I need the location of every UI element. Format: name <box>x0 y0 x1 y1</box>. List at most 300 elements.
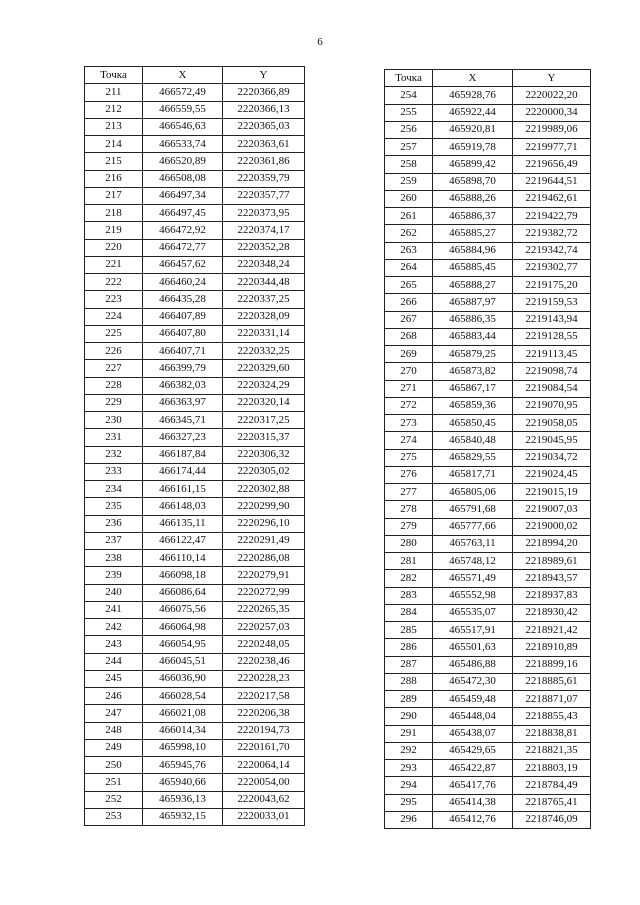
cell-point: 224 <box>85 308 143 325</box>
cell-x: 466014,34 <box>143 722 223 739</box>
cell-y: 2220228,23 <box>223 670 305 687</box>
cell-y: 2220363,61 <box>223 136 305 153</box>
cell-point: 280 <box>385 535 433 552</box>
cell-y: 2220238,46 <box>223 653 305 670</box>
cell-x: 466407,80 <box>143 325 223 342</box>
table-row <box>85 739 305 756</box>
cell-y: 2219382,72 <box>513 225 591 242</box>
table-row <box>85 274 305 291</box>
table-row <box>385 363 591 380</box>
cell-point: 277 <box>385 484 433 501</box>
cell-x: 466472,92 <box>143 222 223 239</box>
cell-point: 258 <box>385 156 433 173</box>
table-row <box>385 604 591 621</box>
cell-y: 2219175,20 <box>513 277 591 294</box>
cell-point: 228 <box>85 377 143 394</box>
cell-x: 465885,27 <box>433 225 513 242</box>
cell-x: 466457,62 <box>143 256 223 273</box>
cell-y: 2220306,32 <box>223 446 305 463</box>
cell-x: 465867,17 <box>433 380 513 397</box>
cell-x: 465886,35 <box>433 311 513 328</box>
cell-y: 2220373,95 <box>223 205 305 222</box>
cell-x: 466559,55 <box>143 101 223 118</box>
table-row <box>85 412 305 429</box>
cell-y: 2219098,74 <box>513 363 591 380</box>
cell-x: 466472,77 <box>143 239 223 256</box>
cell-x: 466161,15 <box>143 481 223 498</box>
cell-point: 248 <box>85 722 143 739</box>
cell-x: 466460,24 <box>143 274 223 291</box>
cell-y: 2219000,02 <box>513 518 591 535</box>
cell-y: 2218765,41 <box>513 794 591 811</box>
cell-x: 465932,15 <box>143 808 223 825</box>
table-row <box>85 601 305 618</box>
cell-point: 266 <box>385 294 433 311</box>
cell-point: 295 <box>385 794 433 811</box>
cell-point: 211 <box>85 84 143 101</box>
table-row <box>85 757 305 774</box>
table-row <box>385 259 591 276</box>
table-row <box>85 791 305 808</box>
table-row <box>85 256 305 273</box>
table-row <box>85 239 305 256</box>
cell-y: 2219034,72 <box>513 449 591 466</box>
table-row <box>385 501 591 518</box>
table-row <box>85 515 305 532</box>
cell-point: 243 <box>85 636 143 653</box>
cell-point: 296 <box>385 811 433 828</box>
cell-y: 2220366,89 <box>223 84 305 101</box>
table-row <box>85 498 305 515</box>
cell-point: 212 <box>85 101 143 118</box>
table-row <box>85 532 305 549</box>
cell-y: 2218803,19 <box>513 760 591 777</box>
cell-x: 465879,25 <box>433 346 513 363</box>
cell-point: 234 <box>85 481 143 498</box>
cell-point: 261 <box>385 208 433 225</box>
table-row <box>385 691 591 708</box>
cell-point: 278 <box>385 501 433 518</box>
table-row <box>85 481 305 498</box>
cell-y: 2219159,53 <box>513 294 591 311</box>
cell-x: 466382,03 <box>143 377 223 394</box>
cell-x: 465791,68 <box>433 501 513 518</box>
cell-y: 2218821,35 <box>513 742 591 759</box>
cell-point: 257 <box>385 139 433 156</box>
cell-x: 466508,08 <box>143 170 223 187</box>
cell-point: 263 <box>385 242 433 259</box>
cell-point: 256 <box>385 121 433 138</box>
cell-point: 229 <box>85 394 143 411</box>
cell-x: 465552,98 <box>433 587 513 604</box>
table-row <box>385 328 591 345</box>
cell-y: 2219143,94 <box>513 311 591 328</box>
cell-point: 216 <box>85 170 143 187</box>
cell-point: 285 <box>385 622 433 639</box>
cell-y: 2220315,37 <box>223 429 305 446</box>
cell-x: 466572,49 <box>143 84 223 101</box>
table-row <box>385 656 591 673</box>
cell-x: 465486,88 <box>433 656 513 673</box>
cell-point: 284 <box>385 604 433 621</box>
cell-y: 2219302,77 <box>513 259 591 276</box>
cell-x: 465777,66 <box>433 518 513 535</box>
table-row <box>85 118 305 135</box>
cell-x: 465945,76 <box>143 757 223 774</box>
table-row <box>385 553 591 570</box>
cell-y: 2220161,70 <box>223 739 305 756</box>
cell-x: 465886,37 <box>433 208 513 225</box>
cell-x: 465884,96 <box>433 242 513 259</box>
cell-x: 465885,45 <box>433 259 513 276</box>
table-row <box>85 84 305 101</box>
cell-point: 221 <box>85 256 143 273</box>
cell-y: 2220352,28 <box>223 239 305 256</box>
cell-y: 2219342,74 <box>513 242 591 259</box>
cell-point: 235 <box>85 498 143 515</box>
cell-x: 466435,28 <box>143 291 223 308</box>
cell-x: 465899,42 <box>433 156 513 173</box>
cell-y: 2220366,13 <box>223 101 305 118</box>
cell-x: 465840,48 <box>433 432 513 449</box>
table-row <box>385 225 591 242</box>
cell-x: 465472,30 <box>433 673 513 690</box>
cell-point: 262 <box>385 225 433 242</box>
table-row <box>85 619 305 636</box>
header-x: X <box>143 67 223 84</box>
header-point: Точка <box>385 70 433 87</box>
table-row <box>385 208 591 225</box>
table-row <box>85 636 305 653</box>
cell-x: 466546,63 <box>143 118 223 135</box>
cell-y: 2219422,79 <box>513 208 591 225</box>
table-row <box>85 722 305 739</box>
table-row <box>385 725 591 742</box>
cell-y: 2220296,10 <box>223 515 305 532</box>
table-row <box>85 670 305 687</box>
cell-y: 2218871,07 <box>513 691 591 708</box>
cell-point: 286 <box>385 639 433 656</box>
table-row <box>85 187 305 204</box>
cell-point: 220 <box>85 239 143 256</box>
cell-x: 465898,70 <box>433 173 513 190</box>
table-row <box>385 484 591 501</box>
cell-x: 466086,64 <box>143 584 223 601</box>
page-number: 6 <box>317 36 323 48</box>
cell-point: 230 <box>85 412 143 429</box>
table-row <box>385 639 591 656</box>
cell-x: 466098,18 <box>143 567 223 584</box>
cell-y: 2220272,99 <box>223 584 305 601</box>
cell-x: 465920,81 <box>433 121 513 138</box>
table-row <box>385 622 591 639</box>
table-row <box>85 567 305 584</box>
table-row <box>385 346 591 363</box>
header-point: Точка <box>85 67 143 84</box>
cell-point: 214 <box>85 136 143 153</box>
cell-point: 232 <box>85 446 143 463</box>
cell-point: 233 <box>85 463 143 480</box>
table-row <box>385 311 591 328</box>
table-row <box>385 777 591 794</box>
table-row <box>85 308 305 325</box>
cell-y: 2220324,29 <box>223 377 305 394</box>
cell-point: 268 <box>385 328 433 345</box>
cell-point: 292 <box>385 742 433 759</box>
table-row <box>85 101 305 118</box>
table-row <box>385 673 591 690</box>
table-row <box>85 222 305 239</box>
cell-x: 466122,47 <box>143 532 223 549</box>
cell-y: 2220328,09 <box>223 308 305 325</box>
table-row <box>385 397 591 414</box>
cell-y: 2219007,03 <box>513 501 591 518</box>
cell-x: 465940,66 <box>143 774 223 791</box>
cell-point: 274 <box>385 432 433 449</box>
cell-point: 249 <box>85 739 143 756</box>
table-row <box>85 205 305 222</box>
cell-point: 267 <box>385 311 433 328</box>
cell-y: 2219045,95 <box>513 432 591 449</box>
table-row <box>85 170 305 187</box>
cell-point: 281 <box>385 553 433 570</box>
cell-point: 276 <box>385 466 433 483</box>
table-row <box>385 156 591 173</box>
cell-y: 2218899,16 <box>513 656 591 673</box>
header-y: Y <box>513 70 591 87</box>
cell-point: 275 <box>385 449 433 466</box>
cell-point: 269 <box>385 346 433 363</box>
cell-point: 218 <box>85 205 143 222</box>
cell-y: 2220248,05 <box>223 636 305 653</box>
cell-point: 260 <box>385 190 433 207</box>
cell-x: 465859,36 <box>433 397 513 414</box>
cell-y: 2219977,71 <box>513 139 591 156</box>
header-x: X <box>433 70 513 87</box>
cell-y: 2219024,45 <box>513 466 591 483</box>
cell-y: 2220206,38 <box>223 705 305 722</box>
cell-y: 2220348,24 <box>223 256 305 273</box>
cell-y: 2218784,49 <box>513 777 591 794</box>
table-row <box>385 742 591 759</box>
cell-point: 282 <box>385 570 433 587</box>
table-row <box>385 794 591 811</box>
cell-x: 466520,89 <box>143 153 223 170</box>
cell-point: 237 <box>85 532 143 549</box>
cell-y: 2220329,60 <box>223 360 305 377</box>
cell-y: 2219656,49 <box>513 156 591 173</box>
table-row <box>385 104 591 121</box>
cell-x: 466533,74 <box>143 136 223 153</box>
cell-x: 465850,45 <box>433 415 513 432</box>
cell-point: 255 <box>385 104 433 121</box>
cell-x: 465422,87 <box>433 760 513 777</box>
table-row <box>385 760 591 777</box>
cell-x: 465888,27 <box>433 277 513 294</box>
cell-point: 254 <box>385 87 433 104</box>
cell-y: 2220265,35 <box>223 601 305 618</box>
cell-y: 2218989,61 <box>513 553 591 570</box>
cell-point: 241 <box>85 601 143 618</box>
cell-y: 2220361,86 <box>223 153 305 170</box>
cell-point: 225 <box>85 325 143 342</box>
cell-y: 2220043,62 <box>223 791 305 808</box>
cell-x: 465873,82 <box>433 363 513 380</box>
cell-y: 2218885,61 <box>513 673 591 690</box>
table-row <box>85 653 305 670</box>
table-row <box>385 708 591 725</box>
coordinates-table-right <box>384 69 591 829</box>
table-row <box>385 535 591 552</box>
cell-y: 2220365,03 <box>223 118 305 135</box>
cell-x: 465501,63 <box>433 639 513 656</box>
table-row <box>85 774 305 791</box>
cell-point: 270 <box>385 363 433 380</box>
cell-point: 245 <box>85 670 143 687</box>
table-row <box>85 136 305 153</box>
cell-y: 2218921,42 <box>513 622 591 639</box>
cell-point: 289 <box>385 691 433 708</box>
cell-x: 466399,79 <box>143 360 223 377</box>
table-row <box>385 415 591 432</box>
cell-point: 223 <box>85 291 143 308</box>
cell-y: 2220305,02 <box>223 463 305 480</box>
cell-point: 279 <box>385 518 433 535</box>
cell-point: 250 <box>85 757 143 774</box>
cell-point: 259 <box>385 173 433 190</box>
cell-point: 231 <box>85 429 143 446</box>
cell-x: 465763,11 <box>433 535 513 552</box>
table-row <box>385 242 591 259</box>
cell-y: 2220286,08 <box>223 550 305 567</box>
cell-y: 2219644,51 <box>513 173 591 190</box>
cell-point: 244 <box>85 653 143 670</box>
cell-x: 466174,44 <box>143 463 223 480</box>
cell-y: 2219113,45 <box>513 346 591 363</box>
cell-y: 2220022,20 <box>513 87 591 104</box>
cell-x: 466075,56 <box>143 601 223 618</box>
cell-y: 2218994,20 <box>513 535 591 552</box>
cell-x: 465887,97 <box>433 294 513 311</box>
table-row <box>85 705 305 722</box>
cell-x: 465748,12 <box>433 553 513 570</box>
cell-y: 2220302,88 <box>223 481 305 498</box>
cell-x: 465414,38 <box>433 794 513 811</box>
cell-y: 2218855,43 <box>513 708 591 725</box>
cell-point: 264 <box>385 259 433 276</box>
table-row <box>385 277 591 294</box>
cell-point: 291 <box>385 725 433 742</box>
cell-y: 2219015,19 <box>513 484 591 501</box>
header-y: Y <box>223 67 305 84</box>
cell-point: 294 <box>385 777 433 794</box>
cell-point: 227 <box>85 360 143 377</box>
table-row <box>385 173 591 190</box>
cell-x: 466036,90 <box>143 670 223 687</box>
cell-x: 465459,48 <box>433 691 513 708</box>
cell-y: 2219462,61 <box>513 190 591 207</box>
cell-y: 2218746,09 <box>513 811 591 828</box>
cell-y: 2219070,95 <box>513 397 591 414</box>
cell-x: 465829,55 <box>433 449 513 466</box>
cell-x: 466064,98 <box>143 619 223 636</box>
cell-x: 465571,49 <box>433 570 513 587</box>
cell-x: 466497,45 <box>143 205 223 222</box>
cell-y: 2220359,79 <box>223 170 305 187</box>
cell-point: 293 <box>385 760 433 777</box>
cell-y: 2220299,90 <box>223 498 305 515</box>
cell-point: 247 <box>85 705 143 722</box>
cell-x: 466187,84 <box>143 446 223 463</box>
cell-x: 466054,95 <box>143 636 223 653</box>
cell-y: 2220291,49 <box>223 532 305 549</box>
table-row <box>85 463 305 480</box>
cell-x: 465438,07 <box>433 725 513 742</box>
table-row <box>85 584 305 601</box>
cell-point: 283 <box>385 587 433 604</box>
table-row <box>385 570 591 587</box>
cell-y: 2219989,06 <box>513 121 591 138</box>
cell-x: 465883,44 <box>433 328 513 345</box>
cell-y: 2220194,73 <box>223 722 305 739</box>
cell-x: 466021,08 <box>143 705 223 722</box>
table-row <box>85 446 305 463</box>
cell-y: 2220064,14 <box>223 757 305 774</box>
cell-point: 219 <box>85 222 143 239</box>
cell-x: 465919,78 <box>433 139 513 156</box>
coordinates-table-left <box>84 66 305 826</box>
cell-x: 465936,13 <box>143 791 223 808</box>
cell-x: 465448,04 <box>433 708 513 725</box>
cell-y: 2220332,25 <box>223 343 305 360</box>
table-row <box>85 325 305 342</box>
cell-x: 465517,91 <box>433 622 513 639</box>
cell-y: 2220033,01 <box>223 808 305 825</box>
cell-x: 466497,34 <box>143 187 223 204</box>
table-row <box>85 429 305 446</box>
cell-point: 215 <box>85 153 143 170</box>
cell-y: 2220337,25 <box>223 291 305 308</box>
table-row <box>85 291 305 308</box>
cell-x: 465535,07 <box>433 604 513 621</box>
cell-y: 2220217,58 <box>223 688 305 705</box>
table-row <box>85 343 305 360</box>
cell-point: 290 <box>385 708 433 725</box>
cell-y: 2220320,14 <box>223 394 305 411</box>
cell-point: 236 <box>85 515 143 532</box>
cell-x: 466327,23 <box>143 429 223 446</box>
table-header-row <box>85 67 305 84</box>
cell-y: 2218943,57 <box>513 570 591 587</box>
table-header-row <box>385 70 591 87</box>
cell-y: 2219084,54 <box>513 380 591 397</box>
cell-x: 466345,71 <box>143 412 223 429</box>
cell-y: 2220374,17 <box>223 222 305 239</box>
cell-x: 465412,76 <box>433 811 513 828</box>
cell-point: 242 <box>85 619 143 636</box>
cell-y: 2218937,83 <box>513 587 591 604</box>
table-row <box>385 294 591 311</box>
cell-x: 466045,51 <box>143 653 223 670</box>
cell-x: 465805,06 <box>433 484 513 501</box>
table-row <box>85 377 305 394</box>
cell-point: 240 <box>85 584 143 601</box>
table-row <box>85 394 305 411</box>
table-row <box>385 466 591 483</box>
table-row <box>85 808 305 825</box>
table-row <box>385 190 591 207</box>
cell-x: 466407,71 <box>143 343 223 360</box>
